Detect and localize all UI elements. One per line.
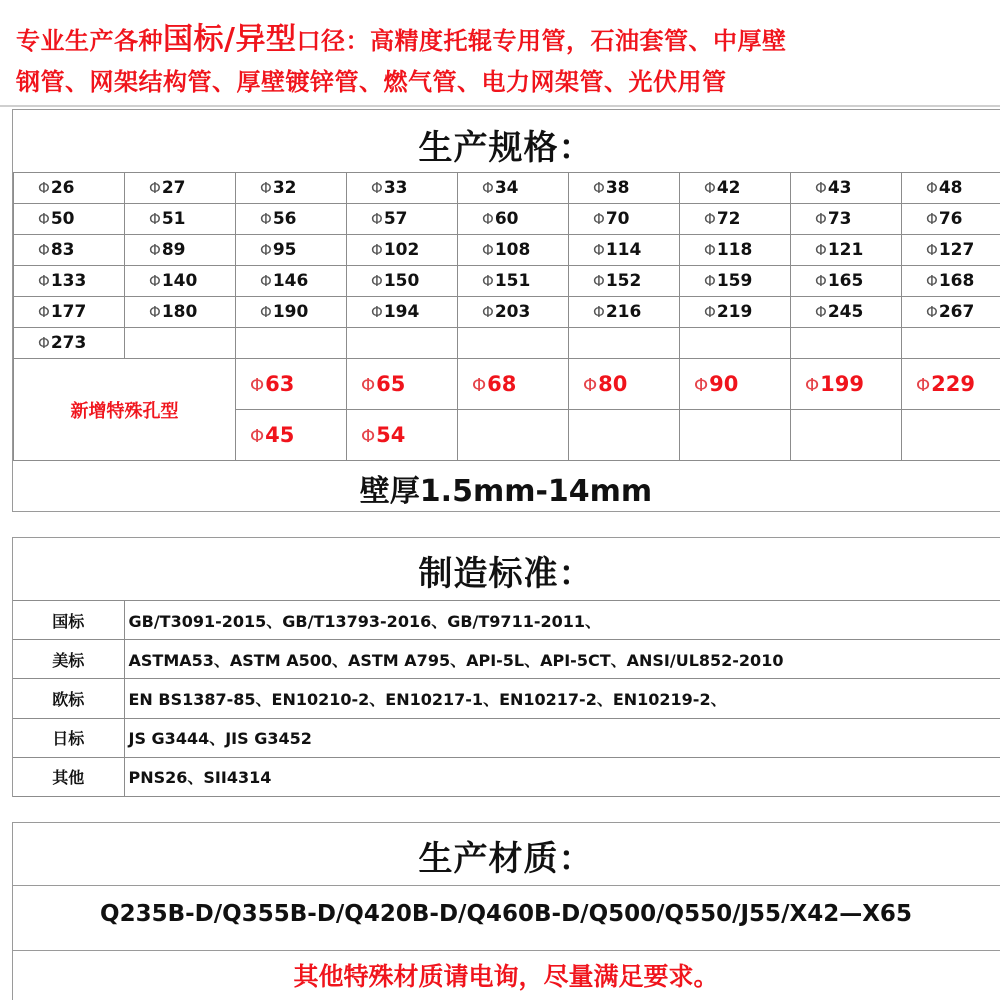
spec-cell <box>902 235 1000 266</box>
special-spec-cell <box>791 410 902 461</box>
divider <box>13 885 1000 886</box>
diameter-symbol: Φ <box>482 272 494 290</box>
special-spec-label: 新增特殊孔型 <box>14 359 236 461</box>
diameter-symbol: Φ <box>38 210 50 228</box>
diameter-value: 95 <box>272 240 297 260</box>
special-spec-cell <box>680 359 791 410</box>
diameter-value: 219 <box>716 302 753 322</box>
diameter-value: 73 <box>827 209 852 229</box>
standard-codes: EN BS1387-85、EN10210-2、EN10217-1、EN10217-2、EN10219-2、 <box>124 679 1000 718</box>
spec-cell <box>236 235 347 266</box>
diameter-value: 199 <box>820 372 865 396</box>
spec-cell <box>125 328 236 359</box>
spec-row <box>14 173 1000 204</box>
standards-section <box>12 537 1000 797</box>
standard-row <box>13 640 1000 679</box>
spec-cell <box>458 235 569 266</box>
diameter-value: 273 <box>50 333 87 353</box>
diameter-value: 68 <box>487 372 517 396</box>
spec-cell <box>680 173 791 204</box>
special-spec-cell <box>791 359 902 410</box>
standard-codes: ASTMA53、ASTM A500、ASTM A795、API-5L、API-5CT、ANSI/UL852-2010 <box>124 640 1000 679</box>
diameter-value: 72 <box>716 209 741 229</box>
diameter-value: 118 <box>716 240 753 260</box>
diameter-value: 32 <box>272 178 297 198</box>
diameter-symbol: Φ <box>805 375 820 396</box>
standards-table <box>13 600 1000 797</box>
special-spec-cell <box>458 410 569 461</box>
diameter-value: 194 <box>383 302 420 322</box>
spec-cell <box>680 297 791 328</box>
diameter-value: 133 <box>50 271 87 291</box>
diameter-value: 165 <box>827 271 864 291</box>
diameter-symbol: Φ <box>704 241 716 259</box>
diameter-value: 180 <box>161 302 198 322</box>
standard-codes: JS G3444、JIS G3452 <box>124 718 1000 757</box>
diameter-symbol: Φ <box>815 179 827 197</box>
standard-region-label: 日标 <box>13 718 124 757</box>
spec-cell <box>902 266 1000 297</box>
material-note: 其他特殊材质请电询，尽量满足要求。 <box>293 962 719 991</box>
diameter-symbol: Φ <box>38 303 50 321</box>
diameter-value: 56 <box>272 209 297 229</box>
diameter-value: 65 <box>376 372 406 396</box>
special-spec-cell <box>680 410 791 461</box>
special-spec-cell <box>236 359 347 410</box>
diameter-value: 48 <box>938 178 963 198</box>
diameter-value: 229 <box>931 372 976 396</box>
spec-cell <box>791 204 902 235</box>
diameter-value: 70 <box>605 209 630 229</box>
diameter-symbol: Φ <box>482 241 494 259</box>
spec-cell <box>791 297 902 328</box>
diameter-symbol: Φ <box>815 272 827 290</box>
diameter-value: 50 <box>50 209 75 229</box>
wall-thickness: 壁厚1.5mm-14mm <box>359 474 653 509</box>
diameter-value: 102 <box>383 240 420 260</box>
diameter-value: 27 <box>161 178 186 198</box>
spec-cell <box>569 204 680 235</box>
diameter-symbol: Φ <box>38 334 50 352</box>
diameter-symbol: Φ <box>926 210 938 228</box>
diameter-symbol: Φ <box>593 303 605 321</box>
diameter-value: 127 <box>938 240 975 260</box>
diameter-symbol: Φ <box>815 210 827 228</box>
divider <box>13 950 1000 951</box>
standard-row <box>13 757 1000 796</box>
spec-section-title: 生产规格： <box>418 128 594 168</box>
spec-cell <box>458 204 569 235</box>
spec-cell <box>236 297 347 328</box>
spec-cell <box>902 328 1000 359</box>
diameter-symbol: Φ <box>704 303 716 321</box>
diameter-symbol: Φ <box>482 210 494 228</box>
special-spec-cell <box>569 410 680 461</box>
diameter-symbol: Φ <box>38 179 50 197</box>
standard-row <box>13 601 1000 640</box>
diameter-value: 38 <box>605 178 630 198</box>
special-spec-cell <box>902 359 1000 410</box>
spec-cell <box>347 297 458 328</box>
standards-section-title: 制造标准： <box>418 554 594 594</box>
diameter-value: 140 <box>161 271 198 291</box>
spec-cell <box>14 297 125 328</box>
diameter-symbol: Φ <box>371 179 383 197</box>
diameter-symbol: Φ <box>926 272 938 290</box>
spec-cell <box>347 173 458 204</box>
headline-line-2: 钢管、网架结构管、厚壁镀锌管、燃气管、电力网架管、光伏用管 <box>16 68 727 96</box>
diameter-value: 151 <box>494 271 531 291</box>
diameter-symbol: Φ <box>593 179 605 197</box>
diameter-symbol: Φ <box>260 179 272 197</box>
spec-cell <box>347 204 458 235</box>
diameter-value: 267 <box>938 302 975 322</box>
diameter-value: 80 <box>598 372 628 396</box>
spec-cell <box>125 235 236 266</box>
diameter-value: 89 <box>161 240 186 260</box>
spec-cell <box>125 204 236 235</box>
diameter-symbol: Φ <box>361 426 376 447</box>
spec-cell <box>569 297 680 328</box>
diameter-value: 90 <box>709 372 739 396</box>
diameter-value: 34 <box>494 178 519 198</box>
headline-line-1 <box>16 14 786 58</box>
diameter-symbol: Φ <box>38 272 50 290</box>
spec-cell <box>236 204 347 235</box>
diameter-value: 216 <box>605 302 642 322</box>
diameter-symbol: Φ <box>371 241 383 259</box>
spec-cell <box>125 297 236 328</box>
headline-post: 口径：高精度托辊专用管，石油套管、中厚壁 <box>296 27 787 55</box>
spec-cell <box>680 328 791 359</box>
spec-table <box>13 172 1000 461</box>
standard-region-label: 国标 <box>13 601 124 640</box>
special-spec-cell <box>347 359 458 410</box>
diameter-symbol: Φ <box>149 272 161 290</box>
diameter-value: 159 <box>716 271 753 291</box>
diameter-symbol: Φ <box>704 210 716 228</box>
diameter-value: 190 <box>272 302 309 322</box>
diameter-symbol: Φ <box>260 272 272 290</box>
diameter-value: 150 <box>383 271 420 291</box>
diameter-value: 177 <box>50 302 87 322</box>
diameter-value: 168 <box>938 271 975 291</box>
headline-emphasis: 国标/异型 <box>163 22 297 57</box>
diameter-symbol: Φ <box>149 210 161 228</box>
diameter-symbol: Φ <box>472 375 487 396</box>
spec-cell <box>902 173 1000 204</box>
spec-cell <box>236 173 347 204</box>
spec-row <box>14 204 1000 235</box>
standard-codes: GB/T3091-2015、GB/T13793-2016、GB/T9711-2011、 <box>124 601 1000 640</box>
diameter-value: 203 <box>494 302 531 322</box>
spec-cell <box>14 173 125 204</box>
special-spec-cell <box>902 410 1000 461</box>
diameter-symbol: Φ <box>694 375 709 396</box>
standard-region-label: 欧标 <box>13 679 124 718</box>
special-spec-cell <box>458 359 569 410</box>
special-spec-row <box>14 359 1000 410</box>
diameter-value: 42 <box>716 178 741 198</box>
spec-cell <box>347 235 458 266</box>
spec-cell <box>680 235 791 266</box>
diameter-symbol: Φ <box>371 210 383 228</box>
standard-row <box>13 679 1000 718</box>
diameter-symbol: Φ <box>926 303 938 321</box>
diameter-value: 54 <box>376 423 406 447</box>
diameter-value: 108 <box>494 240 531 260</box>
diameter-symbol: Φ <box>149 303 161 321</box>
spec-cell <box>458 297 569 328</box>
spec-cell <box>569 173 680 204</box>
diameter-symbol: Φ <box>260 303 272 321</box>
diameter-symbol: Φ <box>482 303 494 321</box>
divider <box>0 105 1000 107</box>
diameter-symbol: Φ <box>149 179 161 197</box>
spec-cell <box>902 297 1000 328</box>
diameter-symbol: Φ <box>926 179 938 197</box>
spec-cell <box>791 235 902 266</box>
diameter-value: 63 <box>265 372 295 396</box>
material-list: Q235B-D/Q355B-D/Q420B-D/Q460B-D/Q500/Q550/J55/X42—X65 <box>100 901 912 927</box>
diameter-value: 51 <box>161 209 186 229</box>
diameter-symbol: Φ <box>260 210 272 228</box>
diameter-value: 33 <box>383 178 408 198</box>
diameter-value: 45 <box>265 423 295 447</box>
spec-cell <box>14 266 125 297</box>
diameter-symbol: Φ <box>704 179 716 197</box>
diameter-value: 152 <box>605 271 642 291</box>
standard-codes: PNS26、SII4314 <box>124 757 1000 796</box>
special-spec-cell <box>236 410 347 461</box>
spec-section <box>12 109 1000 512</box>
diameter-value: 146 <box>272 271 309 291</box>
diameter-symbol: Φ <box>371 303 383 321</box>
diameter-symbol: Φ <box>482 179 494 197</box>
diameter-symbol: Φ <box>593 241 605 259</box>
diameter-symbol: Φ <box>583 375 598 396</box>
diameter-value: 245 <box>827 302 864 322</box>
diameter-value: 121 <box>827 240 864 260</box>
diameter-symbol: Φ <box>916 375 931 396</box>
diameter-value: 76 <box>938 209 963 229</box>
spec-cell <box>14 204 125 235</box>
spec-cell <box>14 235 125 266</box>
spec-row <box>14 297 1000 328</box>
headline-pre: 专业生产各种 <box>16 27 163 55</box>
diameter-symbol: Φ <box>926 241 938 259</box>
diameter-value: 57 <box>383 209 408 229</box>
diameter-symbol: Φ <box>250 426 265 447</box>
spec-cell <box>458 173 569 204</box>
diameter-symbol: Φ <box>250 375 265 396</box>
spec-cell <box>680 204 791 235</box>
spec-cell <box>236 328 347 359</box>
special-spec-cell <box>347 410 458 461</box>
spec-row <box>14 328 1000 359</box>
spec-cell <box>791 173 902 204</box>
standard-region-label: 其他 <box>13 757 124 796</box>
diameter-symbol: Φ <box>371 272 383 290</box>
spec-cell <box>791 328 902 359</box>
diameter-value: 26 <box>50 178 75 198</box>
spec-cell <box>125 266 236 297</box>
spec-row <box>14 266 1000 297</box>
spec-cell <box>14 328 125 359</box>
diameter-symbol: Φ <box>361 375 376 396</box>
spec-cell <box>902 204 1000 235</box>
diameter-symbol: Φ <box>149 241 161 259</box>
spec-cell <box>236 266 347 297</box>
spec-cell <box>680 266 791 297</box>
spec-cell <box>125 173 236 204</box>
standard-region-label: 美标 <box>13 640 124 679</box>
spec-cell <box>569 266 680 297</box>
spec-cell <box>458 328 569 359</box>
diameter-value: 43 <box>827 178 852 198</box>
diameter-value: 83 <box>50 240 75 260</box>
spec-cell <box>569 328 680 359</box>
diameter-symbol: Φ <box>260 241 272 259</box>
diameter-symbol: Φ <box>704 272 716 290</box>
diameter-symbol: Φ <box>815 303 827 321</box>
spec-cell <box>347 328 458 359</box>
spec-cell <box>458 266 569 297</box>
material-section-title: 生产材质： <box>418 839 594 879</box>
diameter-symbol: Φ <box>593 272 605 290</box>
diameter-symbol: Φ <box>815 241 827 259</box>
diameter-symbol: Φ <box>593 210 605 228</box>
diameter-value: 60 <box>494 209 519 229</box>
material-section <box>12 822 1000 1000</box>
diameter-symbol: Φ <box>38 241 50 259</box>
standard-row <box>13 718 1000 757</box>
spec-cell <box>791 266 902 297</box>
diameter-value: 114 <box>605 240 642 260</box>
special-spec-cell <box>569 359 680 410</box>
spec-cell <box>569 235 680 266</box>
spec-cell <box>347 266 458 297</box>
spec-row <box>14 235 1000 266</box>
